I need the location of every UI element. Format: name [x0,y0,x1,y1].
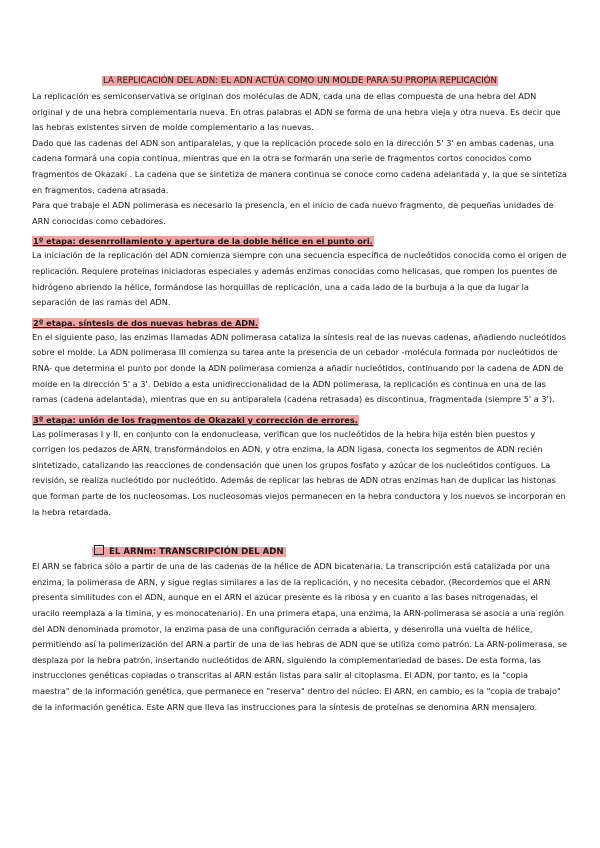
stage-3-text: Las polimerasas I y II, en conjunto con la endonucleasa, verifican que los nucleótidos de la hebra hija estén bien puestos y corrigen los pedazos de ARN, transformándolos en ADN, y otra enzima, la ADN ligasa, conecta los segmentos de ADN recién sintetizado, catalizando las reacciones de condensación que unen los grupos fosfato y azúcar de los nucleótidos contiguos. La revisión, se realiza nucleótido por nucleótido. Además de replicar las hebras de ADN otras enzimas han de duplicar las histonas que forman parte de los nucleosomas. Los nucleosomas viejos permanecen en la hebra conductora y los nuevos se incorporan en la hebra retardada. [32,428,566,517]
checkbox-icon [94,545,104,555]
stage-1-text: La iniciación de la replicación del ADN comienza siempre con una secuencia específica de nucleótidos conocida como el origen de replicación. Requiere proteínas iniciadoras especiales y además enzimas conocidas como helicasas, que rompen los puentes de hidrógeno abriendo la hélice, formándose las horquillas de replicación, una a cada lado de la burbuja a la que da lugar la separación de las ramas del ADN. [32,250,567,308]
intro-paragraph-2: Dado que las cadenas del ADN son antiparalelas, y que la replicación procede solo en la dirección 5' 3' en ambas cadenas, una cadena formará una copia continua, mientras que en la otra se formarán una serie de fragmentos cortos conocidos como fragmentos de Okazaki . La cadena que se sintetiza de manera continua se conoce como cadena adelantada y, la que se sintetiza en fragmentos, cadena atrasada. [32,137,567,195]
document-page [32,72,568,715]
stage-1-heading: 1º etapa: desenrrollamiento y apertura de la doble hélice en el punto ori. [33,236,373,247]
section-2-title: EL ARNm: TRANSCRIPCIÓN DEL ADN [109,547,284,558]
stage-3-heading: 3º etapa: unión de los fragmentos de Okazaki y corrección de errores. [33,414,358,425]
section-2-text: El ARN se fabrica sólo a partir de una de las cadenas de la hélice de ADN bicatenaria. La transcripción está catalizada por una enzima, la polimerasa de ARN, y sigue reglas similares a las de la replicación, y no necesita cebador. (Recordemos que el ARN presenta similitudes con el ADN, aunque en el ARN el azúcar presente es la ribosa y en cuanto a las bases nitrogenadas, el uracilo reemplaza a la timina, y es monocatenario). En una primera etapa, una enzima, la ARN-polimerasa se asocia a una región del ADN denominada promotor, la enzima pasa de una configuración cerrada a abierta, y desenrolla una vuelta de hélice, permitiendo así la polimerización del ARN a partir de una de las hebras de ADN que se utiliza como patrón. La ARN-polimerasa, se desplaza por la hebra patrón, insertando nucleótidos de ARN, siguiendo la complementariedad de bases. De esta forma, las instrucciones genéticas copiadas o transcritas al ARN están listas para salir al citoplasma. El ADN, por tanto, es la "copia maestra" de la información genética, que permanece en "reserva" dentro del núcleo. El ARN, en cambio, es la "copia de trabajo" de la información genética. Este ARN que lleva las instrucciones para la síntesis de proteínas se denomina ARN mensajero. [32,561,568,712]
page-title: LA REPLICACIÓN DEL ADN: EL ADN ACTÚA COMO UN MOLDE PARA SU PROPIA REPLICACIÓN [103,76,497,86]
title-block [32,72,568,87]
intro-paragraph-3: Para que trabaje el ADN polimerasa es necesario la presencia, en el inicio de cada nuevo fragmento, de pequeñas unidades de ARN conocidas como cebadores. [32,200,554,226]
intro-paragraph-1: La replicación es semiconservativa se originan dos moléculas de ADN, cada una de ellas compuesta de una hebra del ADN original y de una hebra complementaria nueva. En otras palabras el ADN se forma de una hebra vieja y otra nueva. Es decir que las hebras existentes sirven de molde complementario a las nuevas. [32,91,561,133]
section-2-title-highlight [92,547,286,557]
stage-2-heading: 2º etapa. síntesis de dos nuevas hebras de ADN. [33,317,259,328]
stage-2-text: En el siguiente paso, las enzimas llamadas ADN polimerasa cataliza la síntesis real de las nuevas cadenas, añadiendo nucleótidos sobre el molde. La ADN polimerasa III comienza su tarea ante la presencia de un cebador -molécula formada por nucleótidos de RNA- que determina el punto por donde la ADN polimerasa comienza a añadir nucleótidos, continuando por la cadena de ADN de molde en la dirección 5' a 3'. Debido a esta unidireccionalidad de la ADN polimerasa, la replicación es continua en una de las ramas (cadena adelantada), mientras que en su antiparalela (cadena retrasada) es discontinua, fragmentada (siempre 5' a 3'). [32,331,567,405]
section-2-heading [92,542,568,559]
